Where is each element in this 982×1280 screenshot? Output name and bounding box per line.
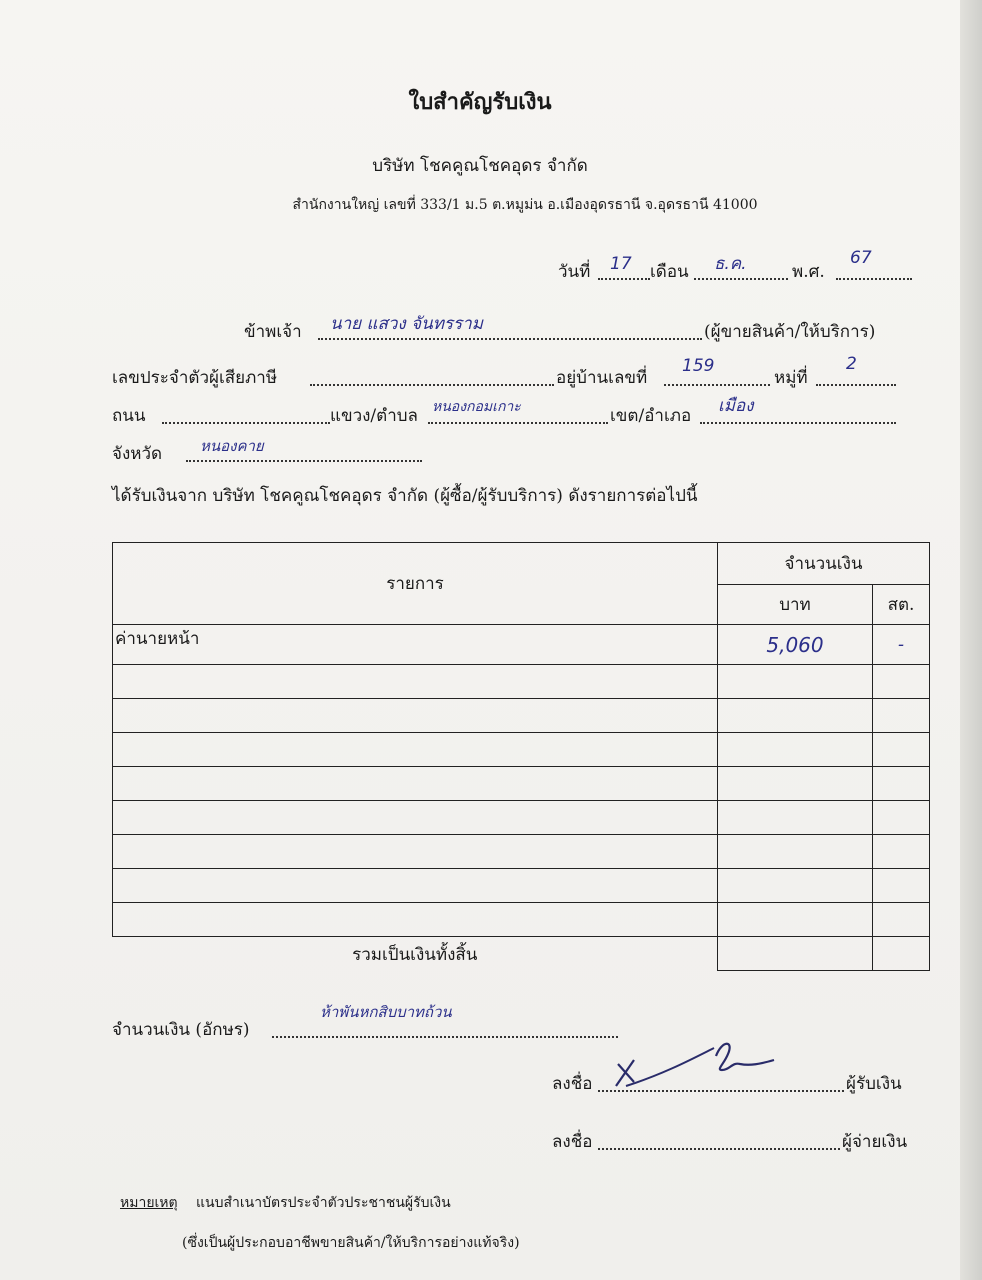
receiver-signature — [604, 1034, 784, 1094]
total-label: รวมเป็นเงินทั้งสิ้น — [113, 937, 718, 971]
province-value: หนองคาย — [200, 437, 264, 455]
note-text: แนบสำเนาบัตรประจำตัวประชาชนผู้รับเงิน — [196, 1195, 451, 1211]
date-month-dots — [694, 278, 788, 280]
subdistrict-label: แขวง/ตำบล — [330, 406, 418, 426]
note-label: หมายเหตุ — [120, 1195, 178, 1211]
seller-name-dots — [318, 338, 702, 340]
province-dots — [186, 460, 422, 462]
date-month-value: ธ.ค. — [714, 254, 747, 274]
district-label: เขต/อำเภอ — [610, 406, 692, 426]
seller-name-label: ข้าพเจ้า — [244, 322, 302, 342]
receiver-sign-label: ลงชื่อ — [552, 1074, 593, 1094]
payer-role: ผู้จ่ายเงิน — [842, 1132, 908, 1152]
note-text-2: (ซึ่งเป็นผู้ประกอบอาชีพขายสินค้า/ให้บริการอย่างแท้จริง) — [182, 1235, 520, 1251]
amount-words-value: ห้าพันหกสิบบาทถ้วน — [320, 1003, 452, 1021]
taxid-dots — [310, 384, 554, 386]
taxid-label: เลขประจำตัวผู้เสียภาษี — [112, 368, 278, 388]
row-satang-value: - — [897, 634, 905, 655]
moo-label: หมู่ที่ — [774, 368, 808, 388]
items-table — [112, 542, 930, 971]
subdistrict-value: หนองกอมเกาะ — [432, 399, 521, 415]
moo-dots — [816, 384, 896, 386]
total-row — [113, 937, 930, 971]
district-value: เมือง — [718, 396, 754, 416]
satang-header: สต. — [873, 585, 930, 625]
date-year-value: 67 — [850, 248, 872, 268]
subdistrict-dots — [428, 422, 608, 424]
company-name: บริษัท โชคคูณโชคอุดร จำกัด — [372, 156, 588, 176]
table-row — [113, 835, 930, 869]
date-day-label: วันที่ — [558, 262, 591, 282]
date-month-label: เดือน — [650, 262, 689, 282]
table-row — [113, 625, 930, 665]
road-label: ถนน — [112, 406, 146, 426]
table-row — [113, 903, 930, 937]
amount-words-label: จำนวนเงิน (อักษร) — [112, 1020, 250, 1040]
table-row — [113, 801, 930, 835]
house-dots — [664, 384, 770, 386]
date-day-value: 17 — [610, 254, 632, 274]
row-baht-value: 5,060 — [766, 632, 824, 657]
table-row — [113, 699, 930, 733]
received-from-text: ได้รับเงินจาก บริษัท โชคคูณโชคอุดร จำกัด (ผู้ซื้อ/ผู้รับบริการ) ดังรายการต่อไปนี้ — [112, 486, 698, 506]
amount-header: จำนวนเงิน — [718, 543, 930, 585]
seller-name-value: นาย แสวง จันทรราม — [330, 314, 483, 334]
date-year-dots — [836, 278, 912, 280]
amount-words-dots — [272, 1036, 618, 1038]
seller-role: (ผู้ขายสินค้า/ให้บริการ) — [704, 322, 876, 342]
moo-value: 2 — [846, 354, 857, 374]
payer-sign-label: ลงชื่อ — [552, 1132, 593, 1152]
item-header: รายการ — [113, 543, 718, 625]
province-label: จังหวัด — [112, 444, 163, 464]
row-item: ค่านายหน้า — [113, 625, 718, 665]
table-row — [113, 665, 930, 699]
document-title: ใบสำคัญรับเงิน — [408, 89, 552, 115]
table-row — [113, 767, 930, 801]
house-label: อยู่บ้านเลขที่ — [556, 368, 648, 388]
company-address: สำนักงานใหญ่ เลขที่ 333/1 ม.5 ต.หมูม่น อ.เมืองอุดรธานี จ.อุดรธานี 41000 — [292, 197, 758, 213]
date-day-dots — [598, 278, 650, 280]
receiver-role: ผู้รับเงิน — [846, 1074, 902, 1094]
table-row — [113, 733, 930, 767]
road-dots — [162, 422, 330, 424]
row-baht — [718, 625, 873, 665]
paper-edge — [960, 0, 982, 1280]
district-dots — [700, 422, 896, 424]
house-value: 159 — [682, 356, 715, 376]
table-row — [113, 869, 930, 903]
date-year-label: พ.ศ. — [792, 262, 825, 282]
row-satang — [873, 625, 930, 665]
baht-header: บาท — [718, 585, 873, 625]
payer-sign-dots — [598, 1148, 840, 1150]
